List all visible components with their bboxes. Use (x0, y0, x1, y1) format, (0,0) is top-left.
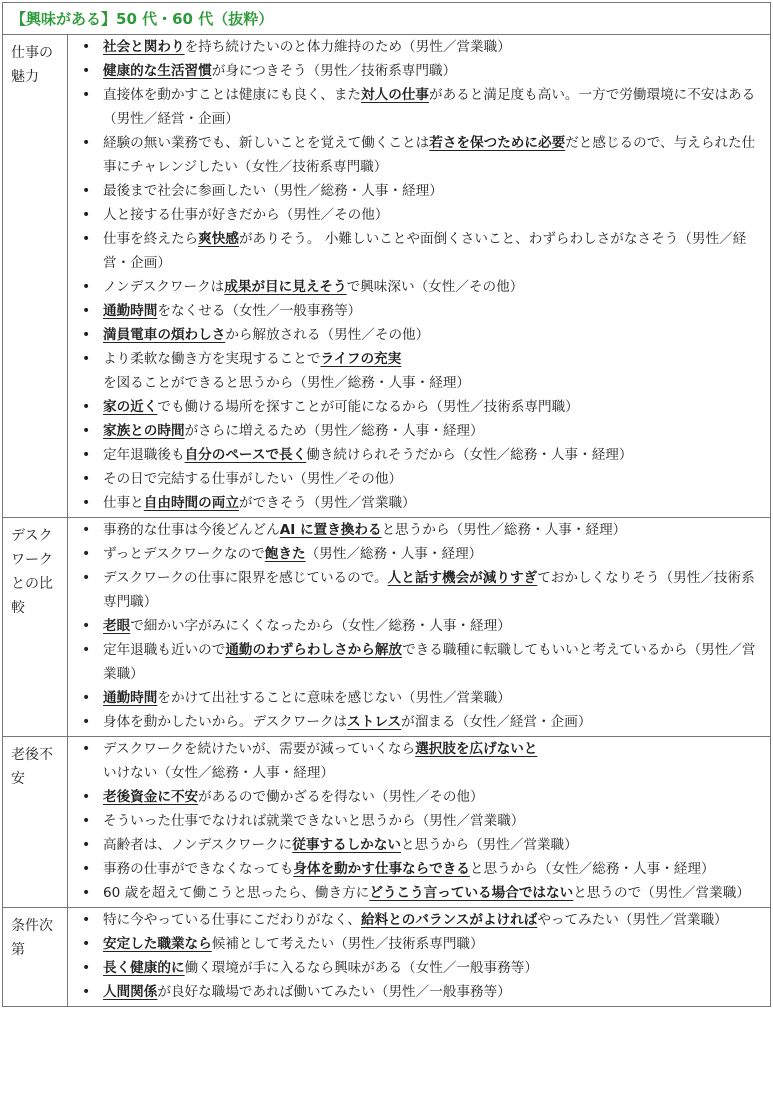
comment-emphasis: 通勤時間 (103, 690, 158, 706)
category-label: デスクワークとの比較 (3, 518, 68, 737)
comment-list (68, 737, 766, 905)
comment-text: 経験の無い業務でも、新しいことを覚えて働くことは (103, 135, 430, 151)
comment-emphasis: 健康的な生活習慣 (103, 63, 212, 79)
comment-text: が身につきそう（男性／技術系専門職） (211, 63, 457, 79)
comment-emphasis: 成果が目に見えそう (224, 279, 347, 295)
comment-text: がありそう。 小難しいことや面倒くさいこと、わずらわしさがなさそう（男性／経営・企画） (103, 231, 747, 271)
comment-text: をかけて出社することに意味を感じない（男性／営業職） (157, 690, 511, 706)
comment-text: が溜まる（女性／経営・企画） (401, 714, 592, 730)
comment-text: と思うので（男性／営業職） (573, 885, 750, 901)
comment-text: できる職種に転職してもいいと考えているから（男性／営業職） (103, 642, 756, 682)
comment-item (68, 179, 766, 203)
comment-emphasis: 爽快感 (198, 231, 239, 247)
comment-text: があると満足度も高い。一方で労働環境に不安はある（男性／経営・企画） (103, 87, 756, 127)
comment-item (68, 227, 766, 275)
comment-item (68, 566, 766, 614)
comment-text: ずっとデスクワークなので (103, 546, 265, 562)
comment-text: ができそう（男性／営業職） (238, 495, 416, 511)
comment-text: ておかしくなりそう（男性／技術系専門職） (103, 570, 755, 610)
comment-emphasis: 人間関係 (103, 984, 158, 1000)
category-label: 老後不安 (3, 737, 68, 908)
comment-emphasis: 家の近く (103, 399, 158, 415)
comment-item (68, 35, 766, 59)
comment-text: で細かい字がみにくくなったから（女性／総務・人事・経理） (130, 618, 511, 634)
comment-emphasis: どうこう言っている場合ではない (369, 885, 574, 901)
comment-text: 事務的な仕事は今後どんどん (103, 522, 280, 538)
comment-emphasis: 老眼 (103, 618, 131, 634)
comment-text: をなくせる（女性／一般事務等） (157, 303, 362, 319)
comment-emphasis: 家族との時間 (103, 423, 185, 439)
comments-table (2, 34, 771, 1007)
comment-item (68, 542, 766, 566)
comment-item (68, 785, 766, 809)
comment-text: デスクワークを続けたいが、需要が減っていくなら (103, 741, 416, 757)
comment-item (68, 83, 766, 131)
comment-text: を図ることができると思うから（男性／総務・人事・経理） (103, 375, 471, 391)
comment-item (68, 347, 766, 395)
comment-text: 直接体を動かすことは健康にも良く、また (103, 87, 362, 103)
comment-item (68, 908, 766, 932)
comment-item (68, 275, 766, 299)
comment-text: 最後まで社会に参画したい（男性／総務・人事・経理） (103, 183, 443, 199)
comment-text: 身体を動かしたいから。デスクワークは (103, 714, 348, 730)
category-row (3, 737, 771, 908)
comment-item (68, 419, 766, 443)
comment-list (68, 518, 766, 734)
comment-item (68, 395, 766, 419)
comment-emphasis: 社会と関わり (103, 39, 185, 55)
comment-emphasis: ストレス (347, 714, 402, 730)
comment-text: から解放される（男性／その他） (225, 327, 430, 343)
comment-text: があるので働かざるを得ない（男性／その他） (198, 789, 484, 805)
comment-emphasis: 通勤のわずらわしさから解放 (225, 642, 403, 658)
comment-text: デスクワークの仕事に限界を感じているので。 (103, 570, 388, 586)
category-row (3, 35, 771, 518)
comment-text: 候補として考えたい（男性／技術系専門職） (211, 936, 484, 952)
comment-text: 60 歳を超えて働こうと思ったら、働き方に (103, 885, 370, 901)
comment-emphasis: 通勤時間 (103, 303, 158, 319)
comment-text: 人と接する仕事が好きだから（男性／その他） (103, 207, 389, 223)
comment-text: 定年退職後も (103, 447, 185, 463)
comment-text: いけない（女性／総務・人事・経理） (103, 765, 335, 781)
comment-item (68, 59, 766, 83)
comment-emphasis: 満員電車の煩わしさ (103, 327, 226, 343)
comment-item (68, 809, 766, 833)
comment-emphasis: 選択肢を広げないと (415, 741, 538, 757)
comment-list (68, 35, 766, 515)
comment-text: その日で完結する仕事がしたい（男性／その他） (103, 471, 403, 487)
comment-text: を持ち続けたいのと体力維持のため（男性／営業職） (184, 39, 511, 55)
comment-emphasis: 自分のペースで長く (184, 447, 307, 463)
comment-item (68, 956, 766, 980)
comment-item (68, 203, 766, 227)
comment-emphasis: 給料とのバランスがよければ (361, 912, 538, 928)
category-label: 条件次第 (3, 908, 68, 1007)
comment-list-cell (68, 737, 771, 908)
category-row (3, 518, 771, 737)
comment-item (68, 323, 766, 347)
comment-item (68, 518, 766, 542)
comment-emphasis: 老後資金に不安 (103, 789, 199, 805)
comment-emphasis: 自由時間の両立 (143, 495, 239, 511)
comment-item (68, 932, 766, 956)
comment-item (68, 299, 766, 323)
table-title: 【興味がある】50 代・60 代（抜粋） (2, 2, 771, 34)
comment-emphasis: AI に置き換わる (279, 522, 382, 538)
comment-emphasis: 若さを保つために必要 (429, 135, 566, 151)
comment-text: だと感じるので、与えられた仕事にチャレンジしたい（女性／技術系専門職） (103, 135, 756, 175)
comment-text: ノンデスクワークは (103, 279, 225, 295)
comment-text: がさらに増えるため（男性／総務・人事・経理） (184, 423, 484, 439)
comment-text: 働き続けられそうだから（女性／総務・人事・経理） (306, 447, 633, 463)
comment-text: 仕事と (103, 495, 144, 511)
comment-item (68, 467, 766, 491)
comment-text: と思うから（女性／総務・人事・経理） (469, 861, 715, 877)
comment-item (68, 443, 766, 467)
comment-text: 定年退職も近いので (103, 642, 226, 658)
comment-emphasis: 安定した職業なら (103, 936, 212, 952)
comment-item (68, 833, 766, 857)
category-label: 仕事の魅力 (3, 35, 68, 518)
comment-text: より柔軟な働き方を実現することで (103, 351, 321, 367)
comment-list-cell (68, 518, 771, 737)
comment-emphasis: 従事するしかない (292, 837, 401, 853)
comment-text: 仕事を終えたら (103, 231, 199, 247)
comment-text: 特に今やっている仕事にこだわりがなく、 (103, 912, 362, 928)
comment-item (68, 614, 766, 638)
comment-emphasis: 長く健康的に (103, 960, 185, 976)
comment-text: と思うから（男性／営業職） (400, 837, 578, 853)
comment-emphasis: ライフの充実 (320, 351, 402, 367)
comment-item (68, 638, 766, 686)
comment-item (68, 980, 766, 1004)
comment-text: でも働ける場所を探すことが可能になるから（男性／技術系専門職） (157, 399, 579, 415)
comment-emphasis: 対人の仕事 (361, 87, 429, 103)
comment-item (68, 857, 766, 881)
comment-list (68, 908, 766, 1004)
comment-list-cell (68, 908, 771, 1007)
comment-item (68, 491, 766, 515)
comment-emphasis: 人と話す機会が減りすぎ (387, 570, 538, 586)
comment-emphasis: 身体を動かす仕事ならできる (293, 861, 470, 877)
comment-item (68, 881, 766, 905)
comment-text: 高齢者は、ノンデスクワークに (103, 837, 293, 853)
comment-text: （男性／総務・人事・経理） (305, 546, 483, 562)
comment-text: が良好な職場であれば働いてみたい（男性／一般事務等） (157, 984, 511, 1000)
comment-item (68, 710, 766, 734)
comment-text: そういった仕事でなければ就業できないと思うから（男性／営業職） (103, 813, 525, 829)
comment-list-cell (68, 35, 771, 518)
comment-text: 事務の仕事ができなくなっても (103, 861, 294, 877)
comment-text: で興味深い（女性／その他） (346, 279, 524, 295)
comment-item (68, 686, 766, 710)
comment-text: 働く環境が手に入るなら興味がある（女性／一般事務等） (184, 960, 538, 976)
comment-emphasis: 飽きた (264, 546, 306, 562)
comment-item (68, 737, 766, 785)
comment-item (68, 131, 766, 179)
survey-table-container (2, 2, 771, 1007)
comment-text: やってみたい（男性／営業職） (537, 912, 728, 928)
category-row (3, 908, 771, 1007)
comment-text: と思うから（男性／総務・人事・経理） (381, 522, 627, 538)
